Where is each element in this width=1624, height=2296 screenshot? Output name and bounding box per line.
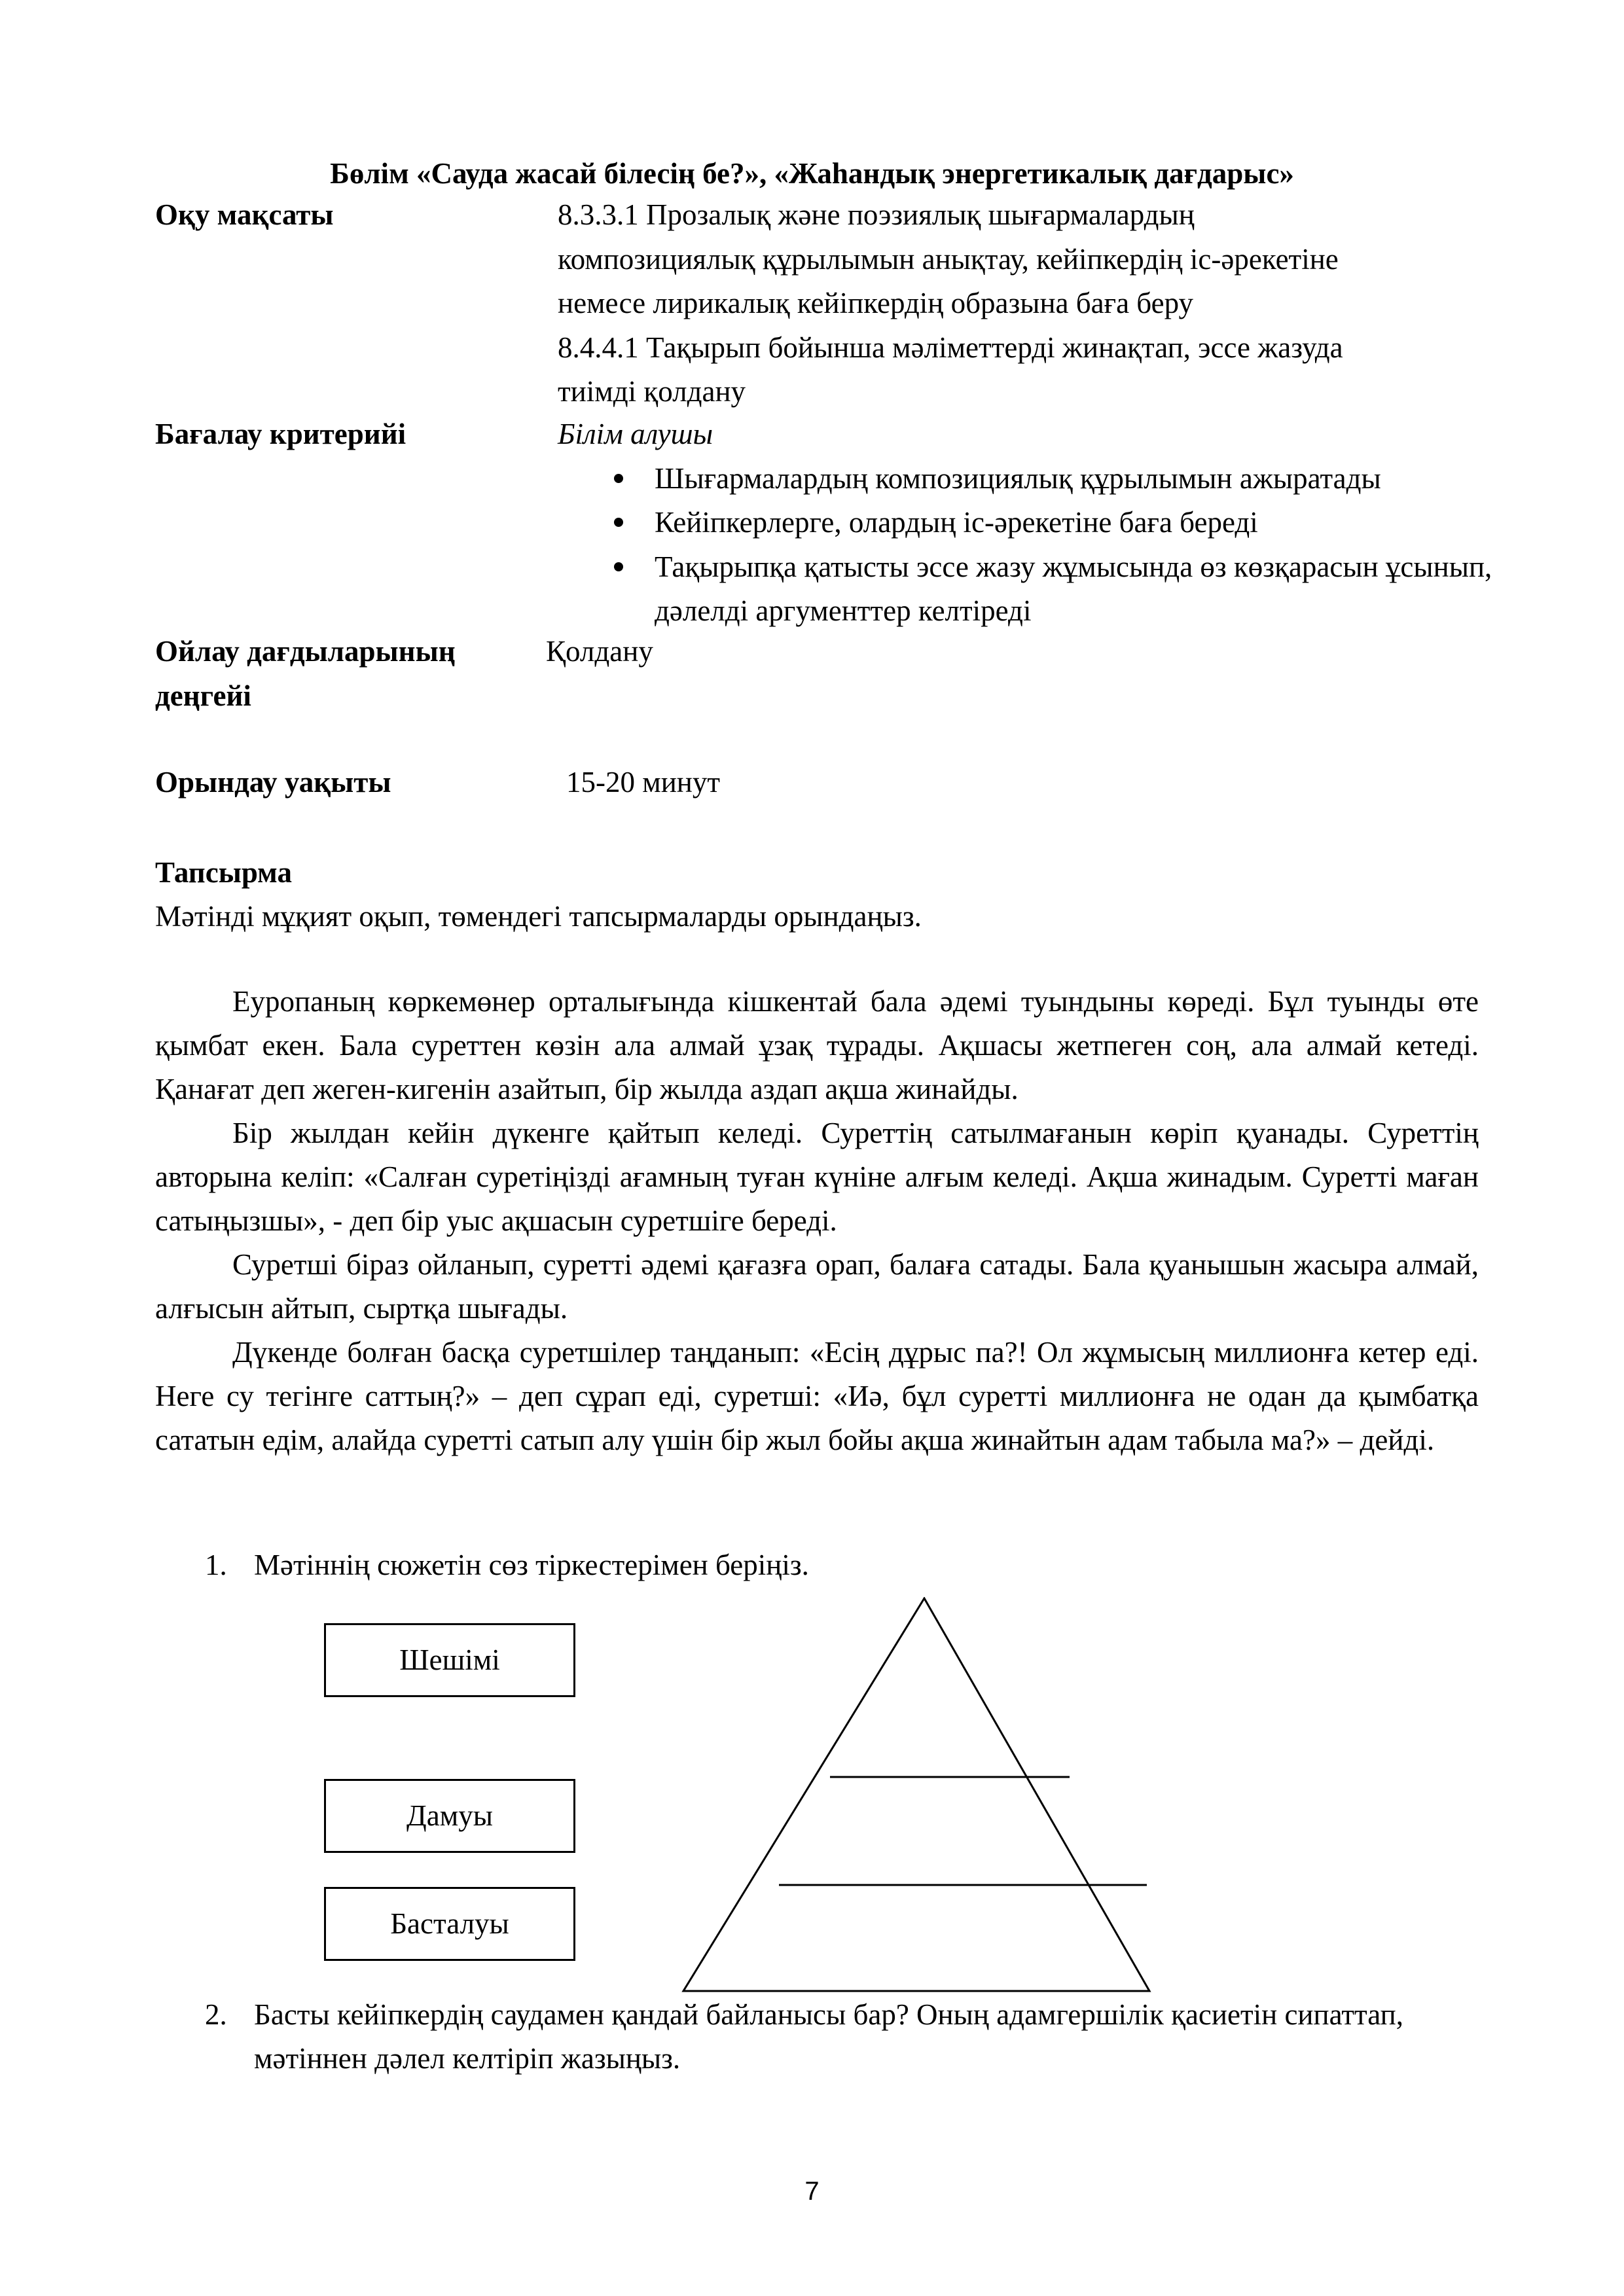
assessment-criteria-row: [155, 412, 1504, 628]
task-heading: Тапсырма: [155, 856, 293, 889]
pyramid-outline: [683, 1598, 1149, 1991]
question-text: Мәтіннің сюжетін сөз тіркестерімен беріңіз.: [254, 1549, 809, 1581]
criteria-item-text: Шығармалардың композициялық құрылымын ажыратады: [655, 461, 1381, 495]
assessment-criteria-label: Бағалау критерийі: [155, 418, 406, 450]
duration-label: Орындау уақыты: [155, 766, 391, 798]
plot-box-label: Басталуы: [390, 1907, 509, 1940]
criteria-item: [558, 457, 1504, 501]
bullet-icon: [614, 562, 623, 571]
learning-objectives-row: [155, 193, 1504, 412]
thinking-skills-value: Қолдану: [546, 635, 653, 668]
duration-value: 15-20 минут: [566, 766, 721, 798]
objective-line: 8.4.4.1 Тақырып бойынша мәліметтерді жинақтап, эссе жазуда: [558, 331, 1343, 364]
story-paragraph: Суретші біраз ойланып, суретті әдемі қағазға орап, балаға сатады. Бала қуанышын жасыра алмай, алғысын айтып, сыртқа шығады.: [155, 1248, 1479, 1325]
thinking-skills-label: Ойлау дағдыларының деңгейі: [155, 635, 456, 712]
criteria-item: [558, 545, 1504, 634]
objective-line: тиімді қолдану: [558, 375, 746, 408]
bullet-icon: [614, 518, 623, 527]
bullet-icon: [614, 474, 623, 483]
criteria-item-text: Кейіпкерлерге, олардың іс-әрекетіне баға береді: [655, 506, 1258, 539]
plot-box-development: [324, 1779, 575, 1853]
plot-box-label: Дамуы: [406, 1799, 493, 1832]
question-2: [205, 1993, 1488, 2085]
plot-pyramid-diagram: [681, 1597, 1152, 2003]
page-number: 7: [804, 2177, 820, 2206]
plot-box-label: Шешімі: [399, 1643, 500, 1676]
thinking-skills-row: [155, 630, 1504, 721]
objective-line: композициялық құрылымын анықтау, кейіпкердің іс-әрекетіне: [558, 242, 1339, 276]
objective-line: 8.3.3.1 Прозалық және поэзиялық шығармалардың: [558, 198, 1195, 231]
question-number: 2.: [205, 1998, 227, 2031]
story-paragraph: Дүкенде болған басқа суретшілер таңданып: «Есің дұрыс па?! Ол жұмысың миллионға кетер еді. Неге су тегінге саттың?» – деп сұрап еді, суретші: «Иә, бұл суретті миллионға не одан да қымбатқа сататын едім, алайда суретті сатып алу үшін бір жыл бойы ақша жинайтын адам табыла ма?» – дейді.: [155, 1336, 1479, 1456]
section-title: Бөлім «Сауда жасай білесің бе?», «Жаһандық энергетикалық дағдарыс»: [330, 157, 1294, 190]
story-text: [155, 980, 1479, 1462]
plot-box-resolution: [324, 1623, 575, 1697]
task-instruction: Мәтінді мұқият оқып, төмендегі тапсырмаларды орындаңыз.: [155, 900, 922, 933]
objective-line: немесе лирикалық кейіпкердің образына баға беру: [558, 287, 1193, 319]
question-number: 1.: [205, 1549, 227, 1581]
plot-box-beginning: [324, 1887, 575, 1961]
criteria-intro: Білім алушы: [558, 418, 713, 450]
story-paragraph: Бір жылдан кейін дүкенге қайтып келеді. Суреттің сатылмағанын көріп қуанады. Суреттің авторына келіп: «Салған суретіңізді ағамның туған күніне алғым келеді. Ақша жинадым. Суретті маған сатыңызшы», - деп бір уыс ақшасын суретшіге береді.: [155, 1117, 1479, 1237]
duration-row: [155, 761, 1504, 806]
criteria-item-text: Тақырыпқа қатысты эссе жазу жұмысында өз көзқарасын ұсынып, дәлелді аргументтер келтіреді: [655, 550, 1492, 627]
criteria-item: [558, 501, 1504, 545]
question-text: Басты кейіпкердің саудамен қандай байланысы бар? Оның адамгершілік қасиетін сипаттап, мәтіннен дәлел келтіріп жазыңыз.: [254, 1998, 1403, 2075]
learning-objectives-label: Оқу мақсаты: [155, 198, 334, 231]
story-paragraph: Еуропаның көркемөнер орталығында кішкентай бала әдемі туындыны көреді. Бұл туынды өте қымбат екен. Бала суреттен көзін ала алмай ұзақ тұрады. Ақшасы жетпеген соң, ала алмай кетеді. Қанағат деп жеген-кигенін азайтып, бір жылда аздап ақша жинайды.: [155, 985, 1479, 1105]
learning-objectives-value: [558, 193, 1504, 414]
criteria-list: [558, 457, 1504, 634]
assessment-criteria-value: [558, 412, 1504, 634]
